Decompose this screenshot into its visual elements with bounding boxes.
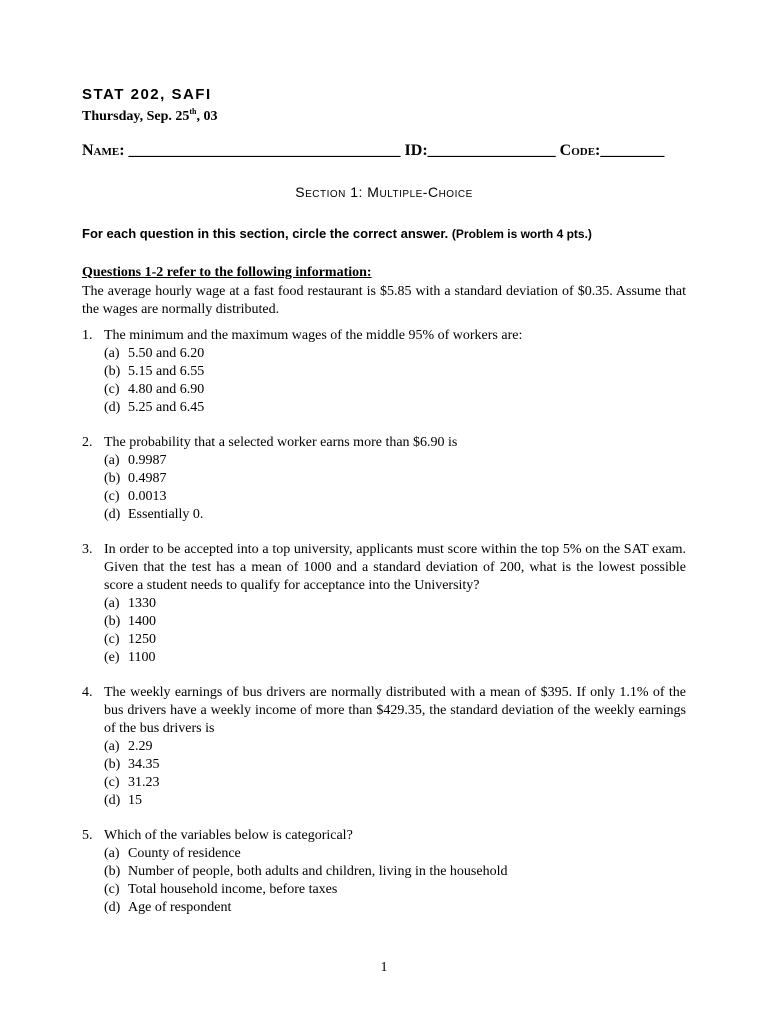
answer-options bbox=[104, 845, 686, 917]
question-stem: In order to be accepted into a top university, applicants must score within the top 5% on the SAT exam. Given that the test has a mean of 1000 and a standard deviation of 200, what is the lowest possible score a student needs to qualify for acceptance into the University? bbox=[104, 542, 686, 593]
answer-option-c[interactable] bbox=[104, 881, 686, 899]
id-blank: ________________ bbox=[427, 142, 560, 159]
question-1 bbox=[82, 327, 686, 417]
date-text: Thursday, Sep. 25 bbox=[82, 109, 190, 124]
question-3 bbox=[82, 541, 686, 667]
option-text: 1250 bbox=[128, 632, 156, 647]
question-number: 4. bbox=[82, 685, 93, 700]
option-label: (b) bbox=[104, 757, 121, 772]
code-blank: ________ bbox=[600, 142, 665, 159]
question-stem: The minimum and the maximum wages of the middle 95% of workers are: bbox=[104, 328, 523, 343]
question-number: 2. bbox=[82, 435, 93, 450]
answer-option-c[interactable] bbox=[104, 774, 686, 792]
question-stem: The probability that a selected worker earns more than $6.90 is bbox=[104, 435, 458, 450]
option-text: 4.80 and 6.90 bbox=[128, 382, 205, 397]
answer-option-e[interactable] bbox=[104, 649, 686, 667]
option-label: (d) bbox=[104, 507, 121, 522]
option-text: Age of respondent bbox=[128, 900, 232, 915]
answer-option-c[interactable] bbox=[104, 488, 686, 506]
id-label: ID: bbox=[404, 142, 428, 159]
question-number: 3. bbox=[82, 542, 93, 557]
answer-options bbox=[104, 595, 686, 667]
option-label: (c) bbox=[104, 882, 120, 897]
instruction-text: For each question in this section, circle the correct answer. bbox=[82, 226, 449, 241]
option-label: (b) bbox=[104, 471, 121, 486]
date-year: , 03 bbox=[196, 109, 218, 124]
code-label: Code: bbox=[559, 142, 601, 159]
option-text: 5.25 and 6.45 bbox=[128, 400, 205, 415]
name-blank: __________________________________ bbox=[124, 142, 405, 159]
info-heading: Questions 1-2 refer to the following information: bbox=[82, 265, 372, 280]
answer-option-b[interactable] bbox=[104, 613, 686, 631]
option-text: County of residence bbox=[128, 846, 241, 861]
answer-option-c[interactable] bbox=[104, 381, 686, 399]
question-5 bbox=[82, 827, 686, 917]
answer-options bbox=[104, 345, 686, 417]
answer-option-b[interactable] bbox=[104, 363, 686, 381]
question-stem: The weekly earnings of bus drivers are normally distributed with a mean of $395. If only 1.1% of the bus drivers have a weekly income of more than $429.35, the standard deviation of the weekly earnings of the bus drivers is bbox=[104, 685, 686, 736]
option-text: Number of people, both adults and children, living in the household bbox=[128, 864, 508, 879]
option-label: (a) bbox=[104, 739, 120, 754]
answer-option-b[interactable] bbox=[104, 756, 686, 774]
option-label: (a) bbox=[104, 846, 120, 861]
option-text: 1330 bbox=[128, 596, 156, 611]
option-label: (c) bbox=[104, 382, 120, 397]
answer-option-a[interactable] bbox=[104, 845, 686, 863]
option-text: 1100 bbox=[128, 650, 156, 665]
option-label: (c) bbox=[104, 632, 120, 647]
option-text: Essentially 0. bbox=[128, 507, 204, 522]
answer-options bbox=[104, 452, 686, 524]
answer-option-d[interactable] bbox=[104, 506, 686, 524]
page-number: 1 bbox=[380, 960, 388, 975]
option-text: 5.50 and 6.20 bbox=[128, 346, 205, 361]
option-label: (b) bbox=[104, 364, 121, 379]
answer-option-a[interactable] bbox=[104, 452, 686, 470]
option-text: 0.0013 bbox=[128, 489, 167, 504]
question-number: 5. bbox=[82, 828, 93, 843]
question-4 bbox=[82, 684, 686, 810]
section-title: Section 1: Multiple-Choice bbox=[295, 184, 473, 200]
option-label: (a) bbox=[104, 346, 120, 361]
question-number: 1. bbox=[82, 328, 93, 343]
section-instruction bbox=[82, 226, 702, 241]
answer-option-b[interactable] bbox=[104, 863, 686, 881]
answer-option-c[interactable] bbox=[104, 631, 686, 649]
answer-option-a[interactable] bbox=[104, 595, 686, 613]
option-label: (d) bbox=[104, 793, 121, 808]
answer-option-d[interactable] bbox=[104, 792, 686, 810]
name-label: Name: bbox=[82, 142, 125, 159]
answer-option-d[interactable] bbox=[104, 399, 686, 417]
course-title: STAT 202, SAFI bbox=[82, 86, 212, 103]
option-label: (d) bbox=[104, 900, 121, 915]
info-paragraph: The average hourly wage at a fast food restaurant is $5.85 with a standard deviation of $0.35. Assume that the wages are normally distributed. bbox=[82, 284, 686, 317]
points-note: (Problem is worth 4 pts.) bbox=[451, 227, 592, 241]
option-text: 1400 bbox=[128, 614, 156, 629]
date-ordinal: th bbox=[189, 107, 197, 116]
question-stem: Which of the variables below is categorical? bbox=[104, 828, 353, 843]
option-text: 34.35 bbox=[128, 757, 160, 772]
option-label: (c) bbox=[104, 489, 120, 504]
answer-options bbox=[104, 738, 686, 810]
exam-date bbox=[82, 107, 218, 125]
option-text: 0.9987 bbox=[128, 453, 167, 468]
option-label: (c) bbox=[104, 775, 120, 790]
option-text: 5.15 and 6.55 bbox=[128, 364, 205, 379]
answer-option-a[interactable] bbox=[104, 345, 686, 363]
answer-option-d[interactable] bbox=[104, 899, 686, 917]
answer-option-b[interactable] bbox=[104, 470, 686, 488]
option-label: (d) bbox=[104, 400, 121, 415]
option-text: 15 bbox=[128, 793, 142, 808]
option-label: (b) bbox=[104, 864, 121, 879]
answer-option-a[interactable] bbox=[104, 738, 686, 756]
student-info-line bbox=[82, 142, 686, 160]
option-text: 31.23 bbox=[128, 775, 160, 790]
option-label: (b) bbox=[104, 614, 121, 629]
option-text: 0.4987 bbox=[128, 471, 167, 486]
option-label: (a) bbox=[104, 453, 120, 468]
option-text: Total household income, before taxes bbox=[128, 882, 338, 897]
option-label: (e) bbox=[104, 650, 120, 665]
option-text: 2.29 bbox=[128, 739, 153, 754]
question-2 bbox=[82, 434, 686, 524]
option-label: (a) bbox=[104, 596, 120, 611]
